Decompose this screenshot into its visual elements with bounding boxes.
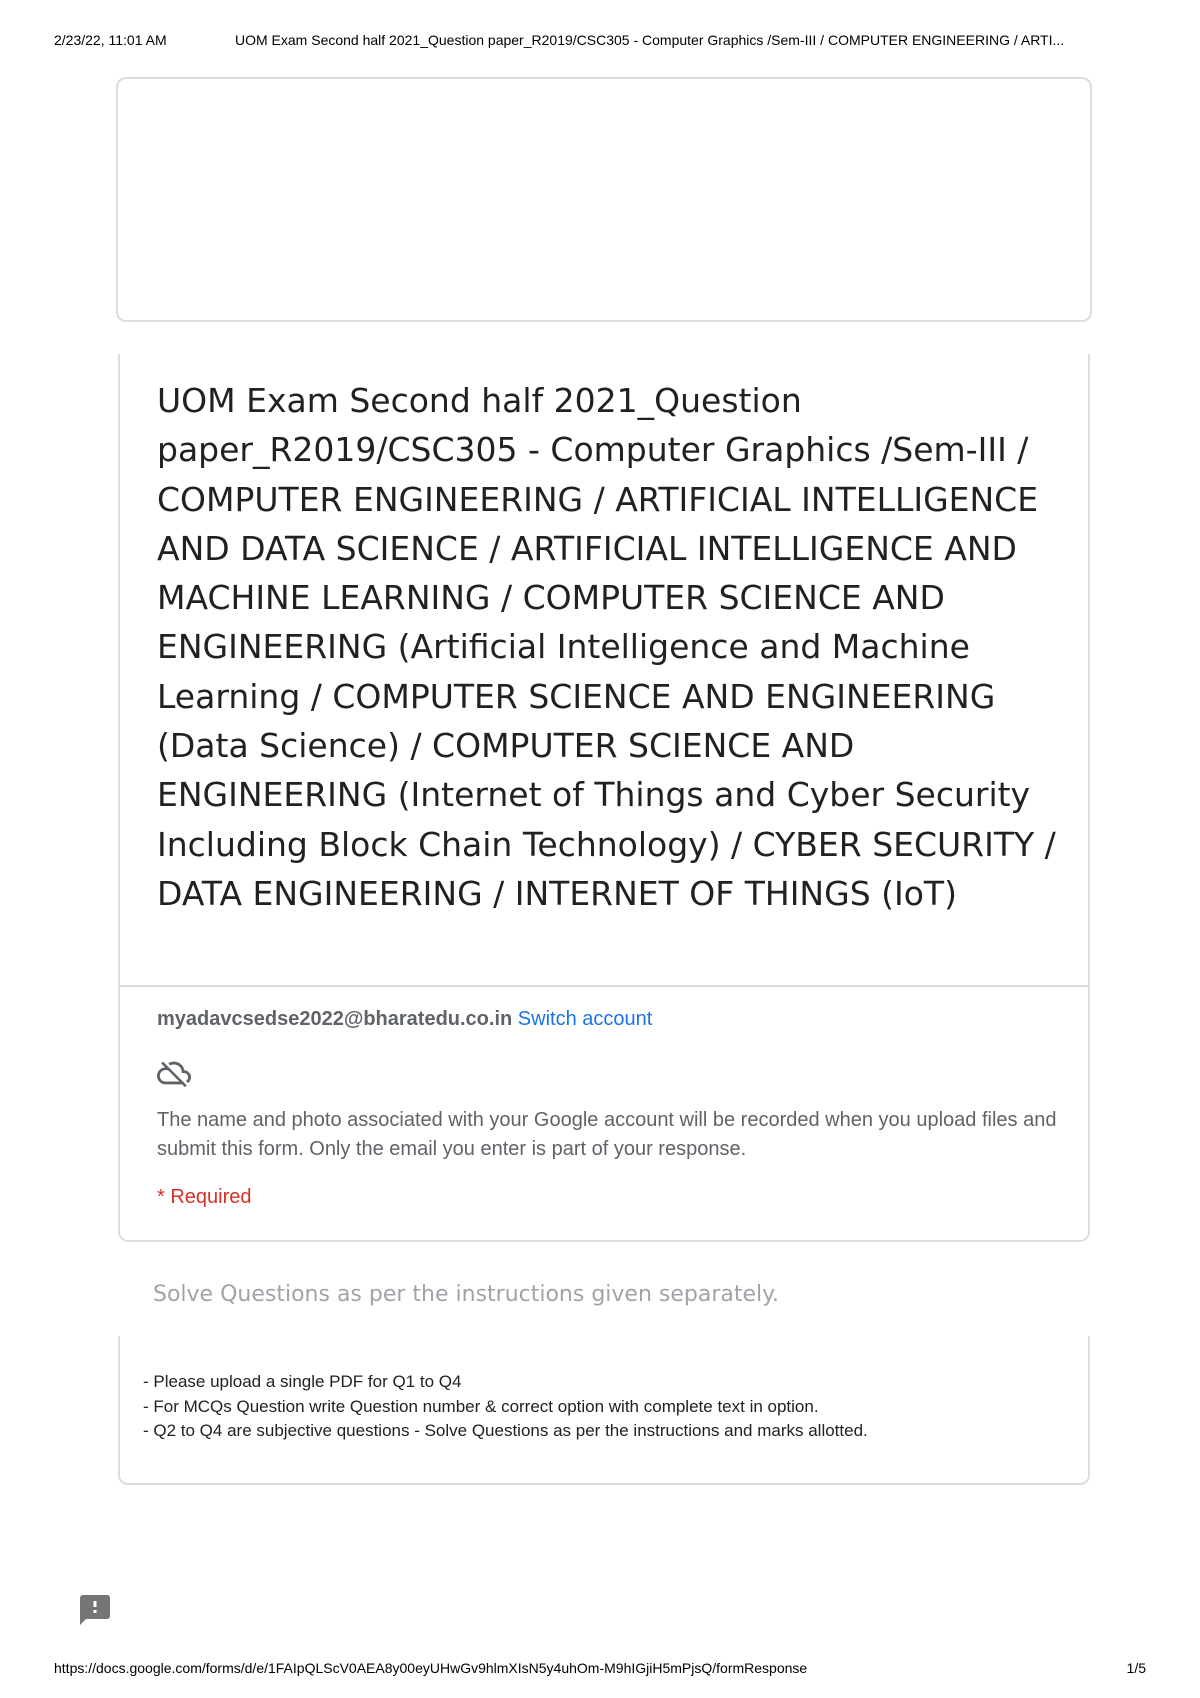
header-banner-card [116, 77, 1092, 322]
instruction-item: - Please upload a single PDF for Q1 to Q4 [143, 1372, 462, 1391]
required-indicator: * Required [157, 1186, 252, 1208]
print-document-title: UOM Exam Second half 2021_Question paper_R2019/CSC305 - Computer Graphics /Sem-III / COMPUTER ENGINEERING / ARTI... [235, 32, 1065, 48]
privacy-notice: The name and photo associated with your Google account will be recorded when you upload files and submit this form. Only the email you enter is part of your response. [157, 1109, 1057, 1160]
instructions-card [118, 1336, 1090, 1485]
report-feedback-icon[interactable] [77, 1592, 113, 1628]
instruction-item: - For MCQs Question write Question number & correct option with complete text in option. [143, 1396, 819, 1416]
form-title-card [118, 354, 1090, 1242]
print-header [54, 32, 1146, 52]
title-divider [120, 985, 1088, 987]
instructions-list [143, 1370, 868, 1444]
print-date: 2/23/22, 11:01 AM [54, 32, 167, 48]
form-title: UOM Exam Second half 2021_Question paper_R2019/CSC305 - Computer Graphics /Sem-III / COMPUTER ENGINEERING / ARTIFICIAL INTELLIGENCE AND DATA SCIENCE / ARTIFICIAL INTELLIGENCE AND MACHINE LEARNING / COMPUTER SCIENCE AND ENGINEERING (Artificial Intelligence and Machine Learning / COMPUTER SCIENCE AND ENGINEERING (Data Science) / COMPUTER SCIENCE AND ENGINEERING (Internet of Things and Cyber Security Including Block Chain Technology) / CYBER SECURITY / DATA ENGINEERING / INTERNET OF THINGS (IoT) [157, 381, 1056, 913]
account-line [157, 1008, 652, 1031]
section-description: Solve Questions as per the instructions given separately. [153, 1282, 780, 1307]
account-email: myadavcsedse2022@bharatedu.co.in [157, 1008, 513, 1030]
page-number: 1/5 [1126, 1660, 1146, 1676]
switch-account-link[interactable]: Switch account [517, 1008, 653, 1030]
cloud-off-icon [157, 1056, 191, 1090]
print-url: https://docs.google.com/forms/d/e/1FAIpQLScV0AEA8y00eyUHwGv9hlmXIsN5y4uhOm-M9hIGjiH5mPjsQ/formResponse [54, 1660, 808, 1676]
print-footer [54, 1660, 1146, 1680]
instruction-item: - Q2 to Q4 are subjective questions - Solve Questions as per the instructions and marks allotted. [143, 1421, 868, 1440]
